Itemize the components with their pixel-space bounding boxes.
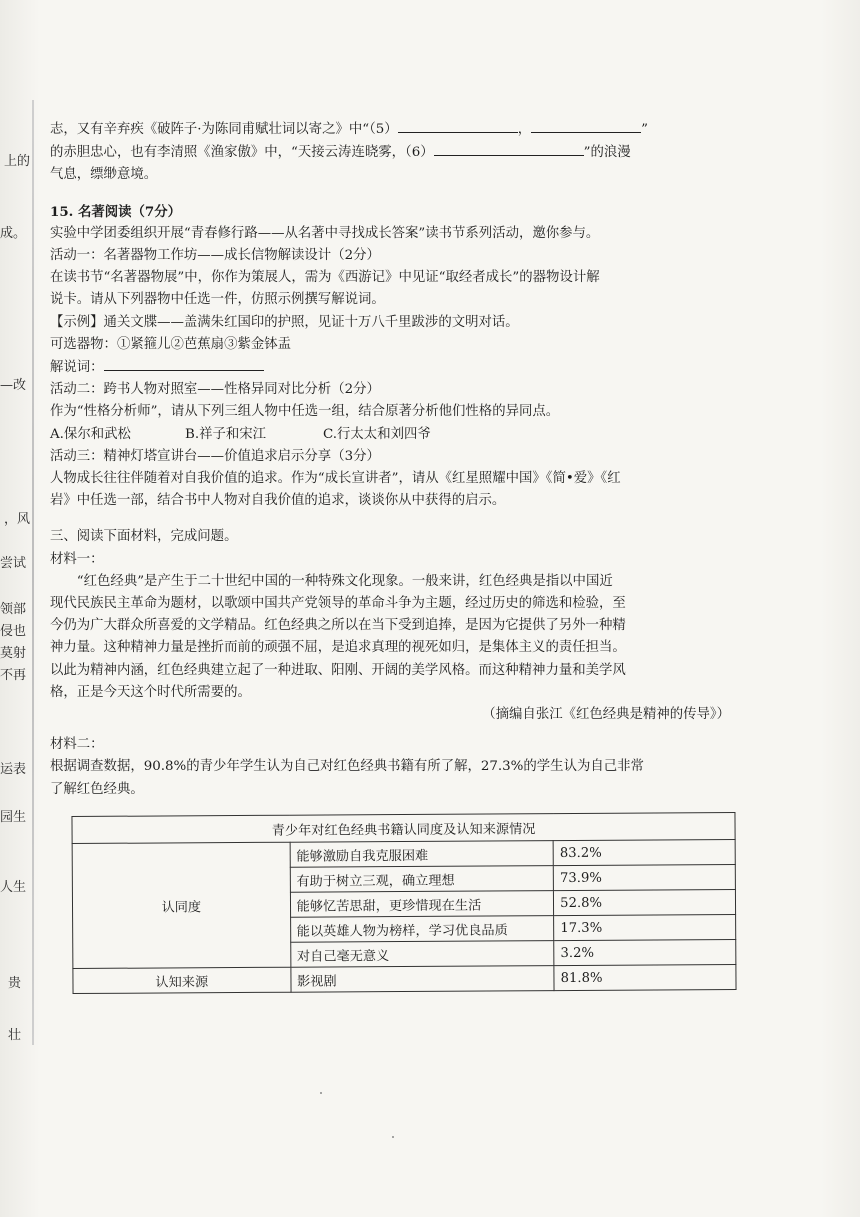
- activity3-desc-cont: 岩》中任选一部，结合书中人物对自我价值的追求，谈谈你从中获得的启示。: [50, 493, 506, 509]
- material1-source: （摘编自张江《红色经典是精神的传导》）: [482, 707, 730, 723]
- scan-speck: [392, 1136, 394, 1138]
- margin-fragment: —改: [0, 378, 27, 393]
- material1-label: 材料一：: [50, 551, 104, 567]
- margin-fragment: 不再: [0, 668, 27, 683]
- answer-blank-commentary[interactable]: [104, 356, 264, 371]
- margin-fragment: 运表: [0, 762, 27, 777]
- table-item: 能够激励自我克服困难: [290, 841, 554, 868]
- table-item: 有助于树立三观，确立理想: [290, 866, 554, 893]
- margin-fragment: ，风: [4, 512, 31, 527]
- table-value: 17.3%: [554, 914, 736, 940]
- material1-line: 以此为精神内涵，红色经典建立起了一种进取、阳刚、开阔的美学风格。而这种精神力量和美学风: [50, 662, 626, 678]
- activity3-desc: 人物成长往往伴随着对自我价值的追求。作为“成长宣讲者”，请从《红星照耀中国》《简•爱》《红: [50, 471, 621, 487]
- option-a[interactable]: A.保尔和武松: [50, 426, 131, 442]
- table-value: 3.2%: [554, 939, 736, 965]
- margin-fragment: 尝试: [0, 556, 27, 571]
- material2-line: 根据调查数据，90.8%的青少年学生认为自己对红色经典书籍有所了解，27.3%的学生认为自己非常: [50, 759, 644, 775]
- intro-line-3: 气息，缥缈意境。: [50, 167, 158, 183]
- table-group-source: 认知来源: [73, 967, 291, 993]
- margin-fragment: 园生: [0, 810, 27, 825]
- margin-fragment: 人生: [0, 880, 27, 895]
- q15-title: 15. 名著阅读（7分）: [50, 203, 182, 220]
- table-item: 能够忆苦思甜，更珍惜现在生活: [290, 891, 554, 918]
- answer-blank-6[interactable]: [434, 141, 584, 156]
- activity1-options: 可选器物：①紧箍儿②芭蕉扇③紫金钵盂: [50, 336, 292, 352]
- table-value: 81.8%: [554, 964, 736, 990]
- intro-line-2: 的赤胆忠心，也有李清照《渔家傲》中，“天接云涛连晓雾，（6） ”的浪漫: [50, 141, 730, 164]
- margin-fragment: 侵也: [0, 624, 27, 639]
- intro-line-1: 志，又有辛弃疾《破阵子·为陈同甫赋壮词以寄之》中“（5） ， ”: [50, 118, 730, 141]
- activity2-options: [50, 424, 730, 446]
- margin-fragment: 领部: [0, 602, 27, 617]
- material1-line: 神力量。这种精神力量是挫折而前的顽强不屈，是追求真理的视死如归，是集体主义的责任担当。: [50, 640, 626, 656]
- material2-label: 材料二：: [50, 737, 104, 753]
- scan-speck: [320, 1092, 322, 1094]
- table-title: 青少年对红色经典书籍认同度及认知来源情况: [72, 812, 735, 843]
- table-item: 对自己毫无意义: [290, 941, 554, 968]
- table-item: 影视剧: [290, 966, 554, 993]
- margin-fragment: 成。: [0, 226, 27, 241]
- q15-intro: 实验中学团委组织开展“青春修行路——从名著中寻找成长答案”读书节系列活动，邀你参与。: [50, 225, 600, 241]
- margin-fragment: 贵: [8, 976, 22, 991]
- table-group-recognition: 认同度: [72, 842, 290, 968]
- left-margin-column: [0, 0, 32, 1217]
- activity1-example: 【示例】通关文牒——盖满朱红国印的护照，见证十万八千里跋涉的文明对话。: [50, 314, 519, 330]
- activity2-title: 活动二：跨书人物对照室——性格异同对比分析（2分）: [50, 382, 380, 398]
- margin-fragment: 上的: [4, 154, 31, 169]
- margin-fragment: 壮: [8, 1028, 22, 1043]
- page-fold-line: [32, 100, 34, 1045]
- table-value: 83.2%: [553, 839, 735, 865]
- table-item: 能以英雄人物为榜样，学习优良品质: [290, 916, 554, 943]
- activity1-desc-cont: 说卡。请从下列器物中任选一件，仿照示例撰写解说词。: [50, 292, 385, 308]
- answer-blank-5b[interactable]: [531, 118, 641, 133]
- material1-line: 今仍为广大群众所喜爱的文学精品。红色经典之所以在当下受到追捧，是因为它提供了另外一种精: [50, 618, 626, 634]
- table-row: [73, 964, 736, 993]
- survey-table: [71, 812, 736, 994]
- table-value: 52.8%: [554, 889, 736, 915]
- material1-line: 格，正是今天这个时代所需要的。: [50, 684, 251, 700]
- table-value: 73.9%: [553, 864, 735, 890]
- activity1-title: 活动一：名著器物工作坊——成长信物解读设计（2分）: [50, 248, 380, 264]
- material1-line: “红色经典”是产生于二十世纪中国的一种特殊文化现象。一般来讲，红色经典是指以中国近: [76, 573, 613, 589]
- activity3-title: 活动三：精神灯塔宣讲台——价值追求启示分享（3分）: [50, 448, 380, 464]
- part3-title: 三、阅读下面材料，完成问题。: [50, 529, 238, 545]
- document-body: [50, 118, 730, 801]
- activity1-desc: 在读书节“名著器物展”中，你作为策展人，需为《西游记》中见证“取经者成长”的器物设计解: [50, 270, 600, 286]
- option-b[interactable]: B.祥子和宋江: [185, 426, 267, 442]
- material2-line: 了解红色经典。: [50, 781, 144, 797]
- activity1-answer-line: 解说词：: [50, 356, 730, 379]
- margin-fragment: 莫射: [0, 646, 27, 661]
- option-c[interactable]: C.行太太和刘四爷: [323, 426, 431, 442]
- answer-blank-5[interactable]: [398, 118, 518, 133]
- activity2-desc: 作为“性格分析师”，请从下列三组人物中任选一组，结合原著分析他们性格的异同点。: [50, 404, 560, 420]
- material1-line: 现代民族民主革命为题材，以歌颂中国共产党领导的革命斗争为主题，经过历史的筛选和检验，至: [50, 596, 626, 612]
